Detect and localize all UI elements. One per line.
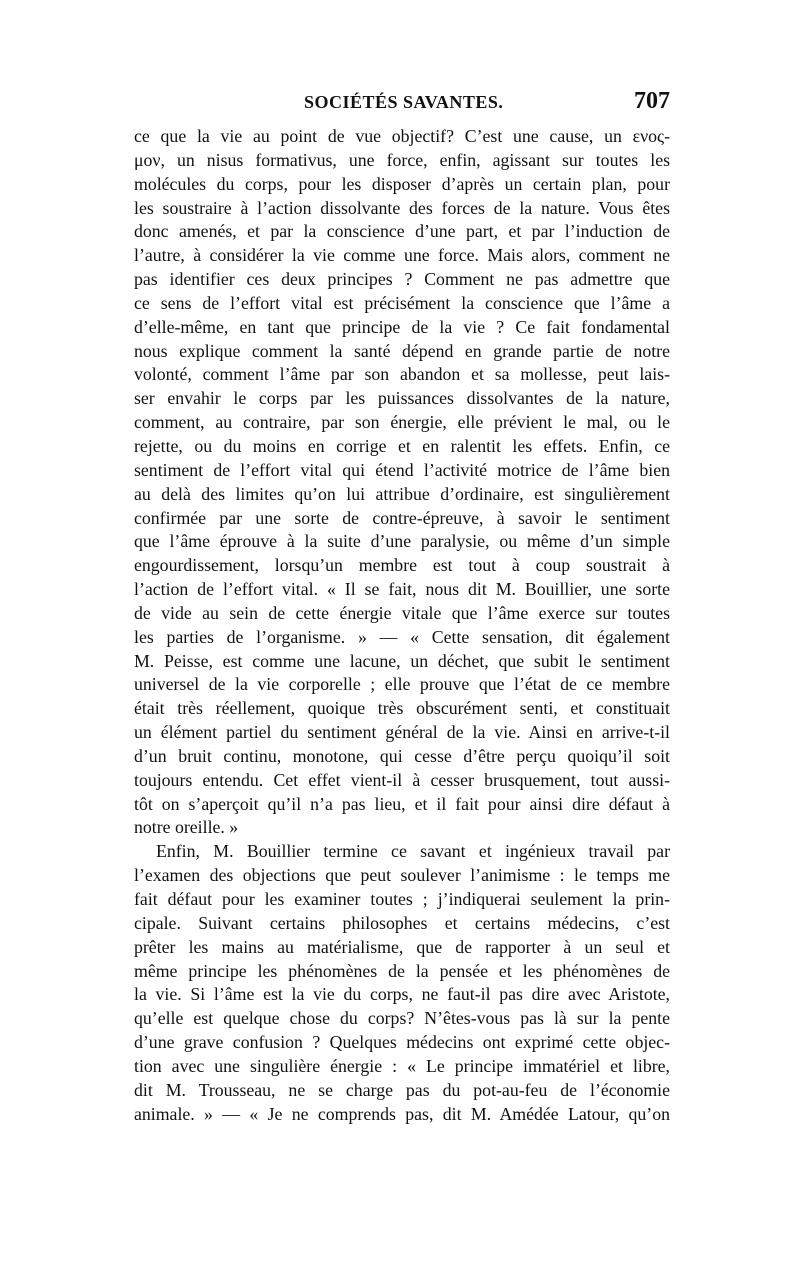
text-line: universel de la vie corporelle ; elle prouve que l’état de ce membre bbox=[134, 674, 670, 695]
text-line: nous explique comment la santé dépend en grande partie de notre bbox=[134, 340, 670, 361]
text-line: tion avec une singulière énergie : « Le principe immatériel et libre, bbox=[134, 1055, 670, 1076]
text-line: confirmée par une sorte de contre-épreuve, à savoir le sentiment bbox=[134, 507, 670, 528]
text-line: donc amenés, et par la conscience d’une part, et par l’induction de bbox=[134, 221, 670, 242]
text-line: qu’elle est quelque chose du corps? N’êtes-vous pas là sur la pente bbox=[134, 1008, 670, 1029]
text-line: dit M. Trousseau, ne se charge pas du pot-au-feu de l’économie bbox=[134, 1079, 670, 1100]
text-line: Enfin, M. Bouillier termine ce savant et ingénieux travail par bbox=[156, 841, 670, 862]
text-line: prêter les mains au matérialisme, que de rapporter à un seul et bbox=[134, 936, 670, 957]
text-line: l’action de l’effort vital. « Il se fait, nous dit M. Bouillier, une sorte bbox=[134, 579, 670, 600]
text-line: notre oreille. » bbox=[134, 817, 239, 838]
text-line: volonté, comment l’âme par son abandon et sa mollesse, peut lais- bbox=[134, 364, 670, 385]
text-line: cipale. Suivant certains philosophes et certains médecins, c’est bbox=[134, 912, 670, 933]
text-line: sentiment de l’effort vital qui étend l’activité motrice de l’âme bien bbox=[134, 459, 670, 480]
text-line: au delà des limites qu’on lui attribue d’ordinaire, est singulièrement bbox=[134, 483, 670, 504]
text-line: l’autre, à considérer la vie comme une force. Mais alors, comment ne bbox=[134, 245, 670, 266]
text-line: pas identifier ces deux principes ? Comment ne pas admettre que bbox=[134, 269, 670, 290]
text-line: toujours entendu. Cet effet vient-il à cesser brusquement, tout aussi- bbox=[134, 769, 670, 790]
text-line: les soustraire à l’action dissolvante des forces de la nature. Vous êtes bbox=[134, 197, 670, 218]
text-line: ser envahir le corps par les puissances dissolvantes de la nature, bbox=[134, 388, 670, 409]
text-line: tôt on s’aperçoit qu’il n’a pas lieu, et il fait pour ainsi dire défaut à bbox=[134, 793, 670, 814]
text-line: molécules du corps, pour les disposer d’après un certain plan, pour bbox=[134, 173, 670, 194]
text-line: rejette, ou du moins en corrige et en ralentit les effets. Enfin, ce bbox=[134, 435, 670, 456]
text-line: animale. » — « Je ne comprends pas, dit M. Amédée Latour, qu’on bbox=[134, 1103, 670, 1124]
text-line: engourdissement, lorsqu’un membre est tout à coup soustrait à bbox=[134, 555, 670, 576]
text-line: de vide au sein de cette énergie vitale que l’âme exerce sur toutes bbox=[134, 602, 670, 623]
text-line: ce sens de l’effort vital est précisément la conscience que l’âme a bbox=[134, 292, 670, 313]
body-text bbox=[134, 125, 670, 1126]
text-line: que l’âme éprouve à la suite d’une paralysie, ou même d’un simple bbox=[134, 531, 670, 552]
text-line: μον, un nisus formativus, une force, enfin, agissant sur toutes les bbox=[134, 149, 670, 170]
text-line: fait défaut pour les examiner toutes ; j’indiquerai seulement la prin- bbox=[134, 889, 670, 909]
text-line: un élément partiel du sentiment général de la vie. Ainsi en arrive-t-il bbox=[134, 722, 670, 743]
text-line: comment, au contraire, par son énergie, elle prévient le mal, ou le bbox=[134, 412, 670, 433]
text-line: même principe les phénomènes de la pensée et les phénomènes de bbox=[134, 960, 670, 981]
text-line: était très réellement, quoique très obscurément senti, et constituait bbox=[134, 698, 670, 719]
text-line: les parties de l’organisme. » — « Cette sensation, dit également bbox=[134, 626, 670, 647]
text-line: la vie. Si l’âme est la vie du corps, ne faut-il pas dire avec Aristote, bbox=[134, 984, 670, 1005]
running-head bbox=[134, 90, 670, 124]
text-line: ce que la vie au point de vue objectif? C’est une cause, un ενος- bbox=[134, 126, 670, 146]
text-line: l’examen des objections que peut soulever l’animisme : le temps me bbox=[134, 865, 670, 886]
running-title: SOCIÉTÉS SAVANTES. bbox=[304, 92, 504, 112]
text-line: d’un bruit continu, monotone, qui cesse d’être perçu quoiqu’il soit bbox=[134, 745, 670, 766]
page-number: 707 bbox=[634, 88, 670, 114]
text-line: M. Peisse, est comme une lacune, un déchet, que subit le sentiment bbox=[134, 650, 670, 671]
text-line: d’une grave confusion ? Quelques médecins ont exprimé cette objec- bbox=[134, 1032, 670, 1053]
text-line: d’elle-même, en tant que principe de la vie ? Ce fait fondamental bbox=[134, 316, 670, 337]
